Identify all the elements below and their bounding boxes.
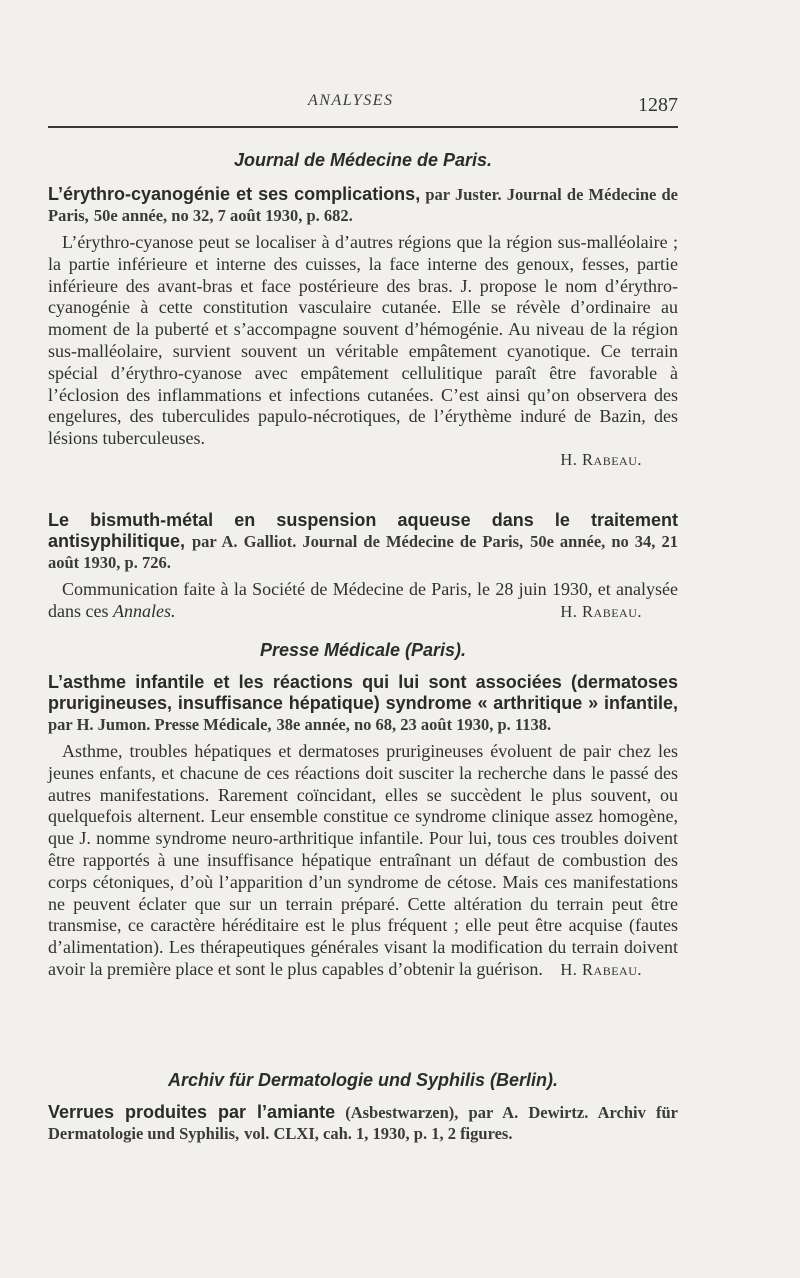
running-title: ANALYSES bbox=[308, 92, 394, 109]
article-signature: H. Rabeau. bbox=[560, 449, 642, 469]
article-journal: Journal de Médecine de Paris, bbox=[48, 185, 679, 225]
article-title: Verrues produites par l’amiante bbox=[48, 1102, 336, 1122]
article-title: L’asthme infantile et les réactions qui lui sont associées (dermatoses prurigineuses, insuffisance hépatique) syndrome « arthritique » infantile, bbox=[48, 672, 678, 713]
article-ref-rest: vol. CLXI, cah. 1, 1930, p. 1, 2 figures. bbox=[244, 1124, 513, 1143]
article-author: Dewirtz bbox=[528, 1103, 585, 1122]
article-title: Le bismuth-métal en suspension aqueuse dans le traitement antisyphilitique, bbox=[48, 510, 678, 551]
section-heading-archiv-dermatologie: Archiv für Dermatologie und Syphilis (Berlin). bbox=[167, 1070, 559, 1090]
article-title-line: Verrues produites par l’amiante (Asbestwarzen), par A. Dewirtz. Archiv für Dermatologie und Syphilis, vol. CLXI, cah. 1, 1930, p. 1, 2 figures. bbox=[48, 1102, 678, 1143]
article-verrues-amiante bbox=[48, 1102, 678, 1144]
article-title-line: L’asthme infantile et les réactions qui lui sont associées (dermatoses prurigineuses, insuffisance hépatique) syndrome « arthritique » infantile, par H. Jumon. Presse Médicale, 38e année, no 68, 23 août 1930, p. 1138. bbox=[48, 672, 678, 734]
header-rule bbox=[48, 126, 678, 128]
article-journal: Journal de Médecine de Paris, bbox=[302, 532, 524, 551]
page-number: 1287 bbox=[638, 94, 678, 116]
article-author: Jumon bbox=[97, 715, 147, 734]
article-bismuth-metal bbox=[48, 510, 678, 623]
article-ref-rest: 38e année, no 68, 23 août 1930, p. 1138. bbox=[276, 715, 552, 734]
article-body-text: Asthme, troubles hépatiques et dermatoses prurigineuses évoluent de pair chez les jeunes enfants, et chacune de ces réactions doit susciter la recherche dans le passé des autres manifestations. Rarement coïncidant, elles se succèdent le plus souvent, ou quelquefois alternent. Leur ensemble constitue ce syndrome clinique assez homogène, que J. nomme syndrome neuro-arthritique infantile. Pour lui, tous ces troubles doivent être rapportés à une insuffisance hépatique entraînant un défaut de combustion des corps cétoniques, d’où l’apparition d’un syndrome de cétose. Mais ces manifestations ne peuvent éclater que sur un terrain préparé. Cette altération du terrain peut être transmise, ce caractère héréditaire est le plus fréquent ; elle peut être acquise (fautes d’alimentation). Les thérapeutiques générales visant la modification du terrain doivent avoir la première place et sont le plus capables d’obtenir la guérison. bbox=[48, 741, 678, 979]
article-ref-prefix: par A. bbox=[191, 532, 244, 551]
article-asthme-infantile bbox=[48, 672, 678, 981]
article-journal: Archiv für Dermatologie und Syphilis, bbox=[48, 1103, 678, 1143]
article-body: L’érythro-cyanose peut se localiser à d’autres régions que la région sus-malléolaire ; la partie inférieure et interne des cuisses, la face interne des genoux, fesses, partie inférieure des avant-bras et face postérieure des bras. J. propose le nom d’érythro-cyanogénie à cette constitution vasculaire cutanée. Elle se révèle d’ordinaire au moment de la puberté et s’accompagne souvent d’hémogénie. Au niveau de la région sus-malléolaire, survient souvent un véritable empâtement cyanotique. Ce terrain spécial d’érythro-cyanose avec empâtement cellulitique paraît être favorable à l’éclosion des inflammations et infections cutanées. C’est ainsi qu’on observera des engelures, des tuberculides papulo-nécrotiques, de l’érythème induré de Bazin, des lésions tuberculeuses. bbox=[48, 232, 678, 449]
article-title: L’érythro-cyanogénie et ses complications, bbox=[48, 184, 421, 204]
article-ref-prefix: par bbox=[420, 185, 455, 204]
article-author: Juster bbox=[454, 185, 498, 204]
article-author: Galliot bbox=[243, 532, 293, 551]
article-ref-rest: 50e année, no 34, 21 août 1930, p. 726. bbox=[48, 532, 678, 572]
article-signature: H. Rabeau. bbox=[560, 959, 642, 979]
article-ref-prefix: par H. bbox=[48, 715, 98, 734]
article-title-line: L’érythro-cyanogénie et ses complications, par Juster. Journal de Médecine de Paris, 50e année, no 32, 7 août 1930, p. 682. bbox=[48, 184, 679, 225]
article-title-line: Le bismuth-métal en suspension aqueuse dans le traitement antisyphilitique, par A. Galliot. Journal de Médecine de Paris, 50e année, no 34, 21 août 1930, p. 726. bbox=[48, 510, 678, 572]
article-body-italic: Annales. bbox=[112, 600, 176, 621]
article-journal: Presse Médicale, bbox=[154, 715, 272, 734]
article-erythro-cyanogenie bbox=[48, 184, 678, 470]
page-header bbox=[48, 92, 678, 122]
article-ref-rest: 50e année, no 32, 7 août 1930, p. 682. bbox=[93, 206, 353, 225]
article-ref-prefix: (Asbestwarzen), par A. bbox=[335, 1103, 529, 1122]
section-heading-presse-medicale: Presse Médicale (Paris). bbox=[259, 640, 467, 660]
article-body bbox=[48, 579, 678, 623]
section-heading-journal-medecine: Journal de Médecine de Paris. bbox=[233, 150, 493, 170]
article-body-text: Communication faite à la Société de Médecine de Paris, le 28 juin 1930, et analysée dans ces bbox=[48, 579, 678, 621]
article-signature: H. Rabeau. bbox=[560, 601, 642, 621]
article-body bbox=[48, 741, 678, 981]
